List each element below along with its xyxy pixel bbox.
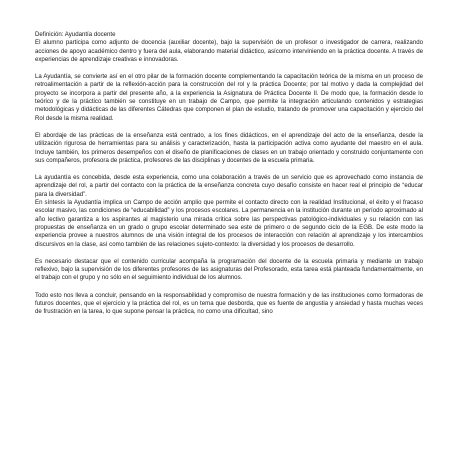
paragraph-ayudantia-pilar: La Ayudantía, se convierte así en el otro pilar de la formación docente complementando la capacitación teórica de la misma en un proceso de retroalimentación a partir de la reflexión-acción para la construcción del rol y la práctica Docente; por tal motivo y dada la complejidad del proyecto se incorpora a partir del presente año, a la experiencia la Asignatura de Práctica Docente II. De modo que, la formación desde lo teórico y de la práctico también se constituye en un trabajo de Campo, que permite la integración articulando contenidos y estrategias metodológicas y didácticas de las diferentes Cátedras que componen el plan de estudio, tratando de promover una capacitación y ejercicio del Rol desde la misma realidad. <box>35 73 423 122</box>
document-page <box>35 31 423 326</box>
paragraph-conclusion: Todo esto nos lleva a concluir, pensando en la responsabilidad y compromiso de nuestra formación y de las instituciones como formadoras de futuros docentes, que el ejercicio y la práctica del rol, es un tema que desborda, que es fuente de angustia y ansiedad y hasta muchas veces de frustración en la tarea, lo que supone pensar la práctica, no como una dificultad, sino <box>35 291 423 316</box>
document-title: Definición: Ayudantía docente <box>35 31 116 38</box>
paragraph-abordaje-practicas: El abordaje de las prácticas de la enseñanza está centrado, a los fines didácticos, en el aprendizaje del acto de la enseñanza, desde la utilización rigurosa de herramientas para su análisis y caracterización, hasta la participación activa como ayudante del maestro en el aula. Incluye también, los primeros desempeños con el diseño de planificaciones de clases en un trabajo orientado y construido conjuntamente con sus compañeros, profesora de práctica, profesores de las disciplinas y docentes de la escuela primaria. <box>35 131 423 164</box>
paragraph-definition: El alumno participa como adjunto de docencia (auxiliar docente), bajo la supervisión de un profesor o investigador de carrera, realizando acciones de apoyo académico dentro y fuera del aula, elaborando material didáctico, asícomo interviniendo en la práctica docente. A través de experiencias de aprendizaje creativas e innovadoras. <box>35 39 423 63</box>
paragraph-ayudantia-concebida: La ayudantía es concebida, desde esta experiencia, como una colaboración a través de un servicio que es aprovechado como instancia de aprendizaje del rol, a partir del contacto con la práctica de la enseñanza concreta cuyo desafío consiste en hacer real el principio de “educar para la diversidad”. <box>35 174 423 198</box>
paragraph-sintesis: En síntesis la Ayudantía implica un Campo de acción amplio que permite el contacto directo con la realidad Institucional, el éxito y el fracaso escolar masivo, las condiciones de “educabilidad” y los procesos escolares. La permanencia en la institución durante un período aproximado al año lectivo garantiza a los aspirantes al magisterio una mirada crítica sobre las perspectivas patológico-individuales y su relación con las propuestas de enseñanza en un grado o grupo escolar determinado sea este de primero o de segundo ciclo de la EGB. De este modo la experiencia provee a nuestros alumnos de una visión integral de los procesos de interacción con relación al aprendizaje y los intercambios discursivos en la clase, así como también de las relaciones sujeto-contexto: la diversidad y los procesos de desarrollo. <box>35 199 423 248</box>
paragraph-contenido-curricular: Es necesario destacar que el contenido curricular acompaña la programación del docente de la escuela primaria y mediante un trabajo reflexivo, bajo la supervisión de los diferentes profesores de las asignaturas del Profesorado, esta tarea está planteada fundamentalmente, en el trabajo con el grupo y no sólo en el seguimiento individual de los alumnos. <box>35 257 423 282</box>
